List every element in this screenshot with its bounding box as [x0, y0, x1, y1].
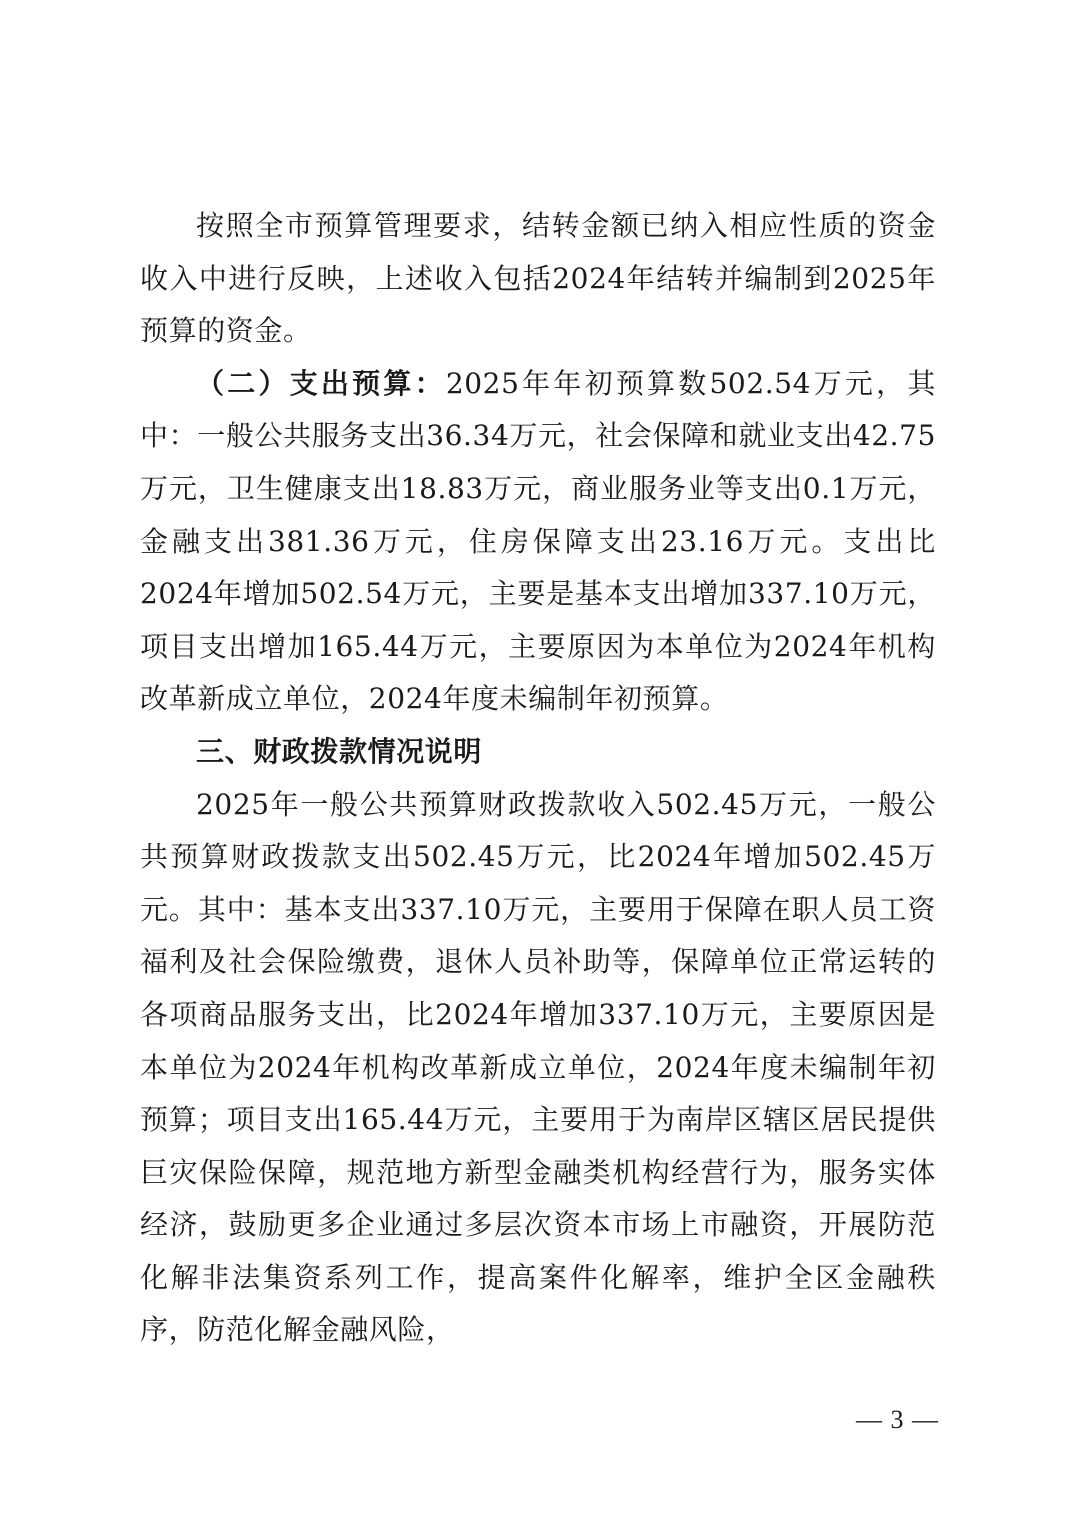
expenditure-budget-label: （二）支出预算：	[196, 366, 446, 400]
paragraph-fiscal-appropriation: 2025年一般公共预算财政拨款收入502.45万元，一般公共预算财政拨款支出502.45万元，比2024年增加502.45万元。其中：基本支出337.10万元，主要用于保障在职人员工资福利及社会保险缴费，退休人员补助等，保障单位正常运转的各项商品服务支出，比2024年增加337.10万元，主要原因是本单位为2024年机构改革新成立单位，2024年度未编制年初预算；项目支出165.44万元，主要用于为南岸区辖区居民提供巨灾保险保障，规范地方新型金融类机构经营行为，服务实体经济，鼓励更多企业通过多层次资本市场上市融资，开展防范化解非法集资系列工作，提高案件化解率，维护全区金融秩序，防范化解金融风险，	[140, 787, 936, 1347]
expenditure-budget-text: 2025年年初预算数502.54万元，其中：一般公共服务支出36.34万元，社会保障和就业支出42.75万元，卫生健康支出18.83万元，商业服务业等支出0.1万元，金融支出381.36万元，住房保障支出23.16万元。支出比2024年增加502.54万元，主要是基本支出增加337.10万元，项目支出增加165.44万元，主要原因为本单位为2024年机构改革新成立单位，2024年度未编制年初预算。	[140, 366, 936, 716]
document-body	[140, 200, 936, 1357]
paragraph-expenditure-budget	[140, 358, 936, 726]
page-number: — 3 —	[856, 1405, 939, 1434]
section-heading-fiscal-appropriation: 三、财政拨款情况说明	[196, 734, 483, 768]
paragraph-carryover-note: 按照全市预算管理要求，结转金额已纳入相应性质的资金收入中进行反映，上述收入包括2024年结转并编制到2025年预算的资金。	[140, 209, 936, 348]
